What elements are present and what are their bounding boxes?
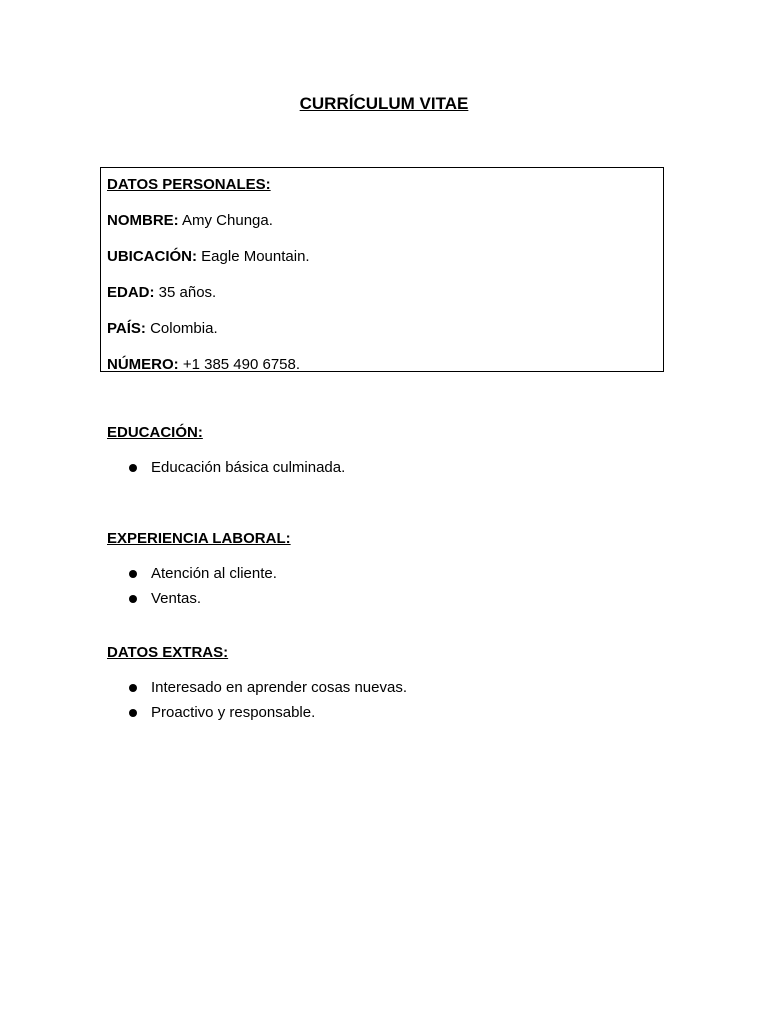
list-item-text: Atención al cliente. [151,565,277,582]
field-label: PAÍS: [107,320,146,337]
education-section [107,421,667,480]
personal-data-box [100,167,664,372]
experience-section [107,527,667,611]
field-label: NÚMERO: [107,356,179,373]
list-item-text: Ventas. [151,590,202,607]
list-item-text: Educación básica culminada. [151,459,346,476]
field-label: UBICACIÓN: [107,248,197,265]
extras-section [107,641,667,725]
list-item [107,561,667,586]
personal-data-heading: DATOS PERSONALES: [107,176,271,193]
field-label: EDAD: [107,284,155,301]
bullet-icon [129,570,137,578]
field-value: +1 385 490 6758. [182,356,301,373]
education-heading: EDUCACIÓN: [107,424,203,441]
field-nombre [107,208,657,233]
experience-list [107,561,667,611]
education-list [107,455,667,480]
field-edad [107,280,657,305]
experience-heading: EXPERIENCIA LABORAL: [107,530,291,547]
list-item [107,675,667,700]
field-label: NOMBRE: [107,212,179,229]
field-numero [107,352,657,377]
extras-heading: DATOS EXTRAS: [107,644,229,661]
list-item [107,455,667,480]
list-item [107,700,667,725]
field-pais [107,316,657,341]
list-item-text: Interesado en aprender cosas nuevas. [151,679,408,696]
field-value: 35 años. [158,284,217,301]
field-value: Amy Chunga. [182,212,273,229]
bullet-icon [129,595,137,603]
extras-list [107,675,667,725]
document-title: CURRÍCULUM VITAE [299,94,469,113]
list-item-text: Proactivo y responsable. [151,704,316,721]
field-value: Eagle Mountain. [201,248,310,265]
field-ubicacion [107,244,657,269]
bullet-icon [129,709,137,717]
field-value: Colombia. [150,320,218,337]
bullet-icon [129,464,137,472]
bullet-icon [129,684,137,692]
list-item [107,586,667,611]
